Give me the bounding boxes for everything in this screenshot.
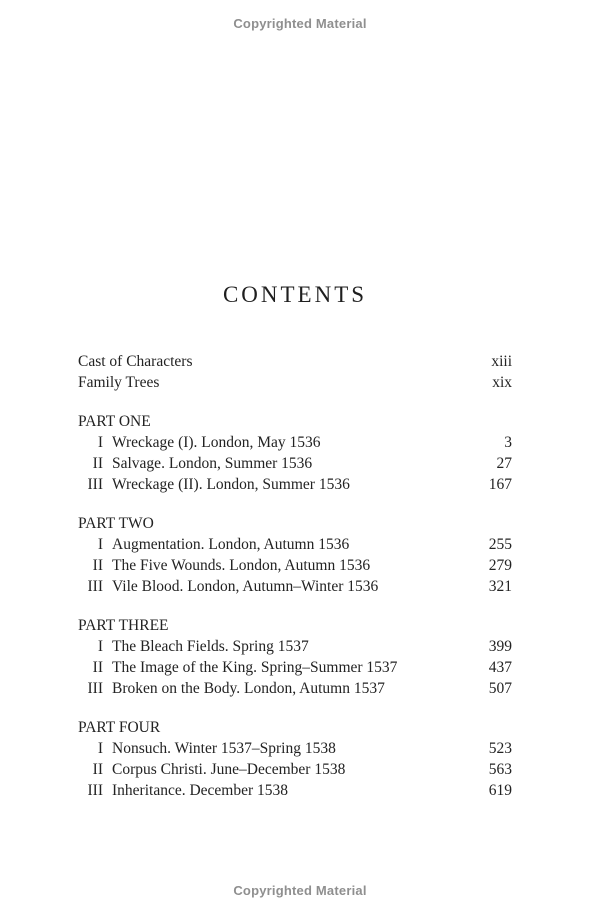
- chapter-page: 27: [496, 455, 512, 472]
- part-heading: PART THREE: [78, 617, 169, 634]
- chapter-page: 167: [488, 476, 512, 493]
- toc-chapter-row: [78, 576, 512, 597]
- toc-chapter-row: [78, 759, 512, 780]
- chapter-page: 507: [488, 680, 512, 697]
- chapter-page: 279: [488, 557, 512, 574]
- toc-chapter-row: [78, 657, 512, 678]
- chapter-title: Wreckage (II). London, Summer 1536: [112, 476, 350, 493]
- toc-entry-page: xix: [492, 374, 512, 391]
- chapter-page: 437: [488, 659, 512, 676]
- front-matter-list: [78, 351, 512, 393]
- chapter-page: 563: [488, 761, 512, 778]
- toc-chapter-row: [78, 738, 512, 759]
- chapter-title: Salvage. London, Summer 1536: [112, 455, 313, 472]
- part-heading: PART ONE: [78, 413, 151, 430]
- chapter-title: Inheritance. December 1538: [112, 782, 289, 799]
- chapter-title: Augmentation. London, Autumn 1536: [112, 536, 350, 553]
- copyright-watermark-top: Copyrighted Material: [233, 16, 367, 31]
- chapter-numeral: I: [97, 638, 103, 655]
- toc-part-two: [78, 513, 512, 597]
- chapter-title: Wreckage (I). London, May 1536: [112, 434, 321, 451]
- part-heading: PART FOUR: [78, 719, 161, 736]
- toc-entry-label: Family Trees: [78, 374, 160, 391]
- copyright-watermark-bottom: Copyrighted Material: [233, 883, 367, 898]
- toc-part-one: [78, 411, 512, 495]
- chapter-numeral: I: [97, 434, 103, 451]
- toc-chapter-row: [78, 678, 512, 699]
- chapter-page: 321: [488, 578, 512, 595]
- chapter-title: The Bleach Fields. Spring 1537: [112, 638, 309, 655]
- chapter-title: The Image of the King. Spring–Summer 1537: [112, 659, 398, 676]
- chapter-numeral: III: [87, 578, 103, 595]
- chapter-page: 523: [488, 740, 512, 757]
- chapter-title: Corpus Christi. June–December 1538: [112, 761, 346, 778]
- chapter-numeral: III: [87, 476, 103, 493]
- table-of-contents: [78, 282, 512, 801]
- contents-title: CONTENTS: [222, 282, 368, 307]
- toc-chapter-row: [78, 432, 512, 453]
- chapter-page: 3: [504, 434, 512, 451]
- chapter-numeral: II: [92, 455, 103, 472]
- toc-part-three: [78, 615, 512, 699]
- chapter-title: The Five Wounds. London, Autumn 1536: [112, 557, 371, 574]
- chapter-title: Nonsuch. Winter 1537–Spring 1538: [112, 740, 336, 757]
- toc-chapter-row: [78, 474, 512, 495]
- chapter-numeral: I: [97, 536, 103, 553]
- toc-chapter-row: [78, 780, 512, 801]
- toc-part-four: [78, 717, 512, 801]
- chapter-numeral: III: [87, 680, 103, 697]
- chapter-title: Vile Blood. London, Autumn–Winter 1536: [112, 578, 379, 595]
- chapter-page: 399: [488, 638, 512, 655]
- toc-entry-page: xiii: [491, 353, 512, 370]
- chapter-title: Broken on the Body. London, Autumn 1537: [112, 680, 385, 697]
- toc-chapter-row: [78, 534, 512, 555]
- chapter-page: 619: [488, 782, 512, 799]
- chapter-numeral: I: [97, 740, 103, 757]
- chapter-numeral: II: [92, 659, 103, 676]
- toc-chapter-row: [78, 555, 512, 576]
- chapter-numeral: III: [87, 782, 103, 799]
- chapter-numeral: II: [92, 761, 103, 778]
- toc-entry: [78, 351, 512, 372]
- toc-chapter-row: [78, 453, 512, 474]
- toc-entry-label: Cast of Characters: [78, 353, 193, 370]
- chapter-numeral: II: [92, 557, 103, 574]
- toc-entry: [78, 372, 512, 393]
- toc-chapter-row: [78, 636, 512, 657]
- chapter-page: 255: [488, 536, 512, 553]
- part-heading: PART TWO: [78, 515, 154, 532]
